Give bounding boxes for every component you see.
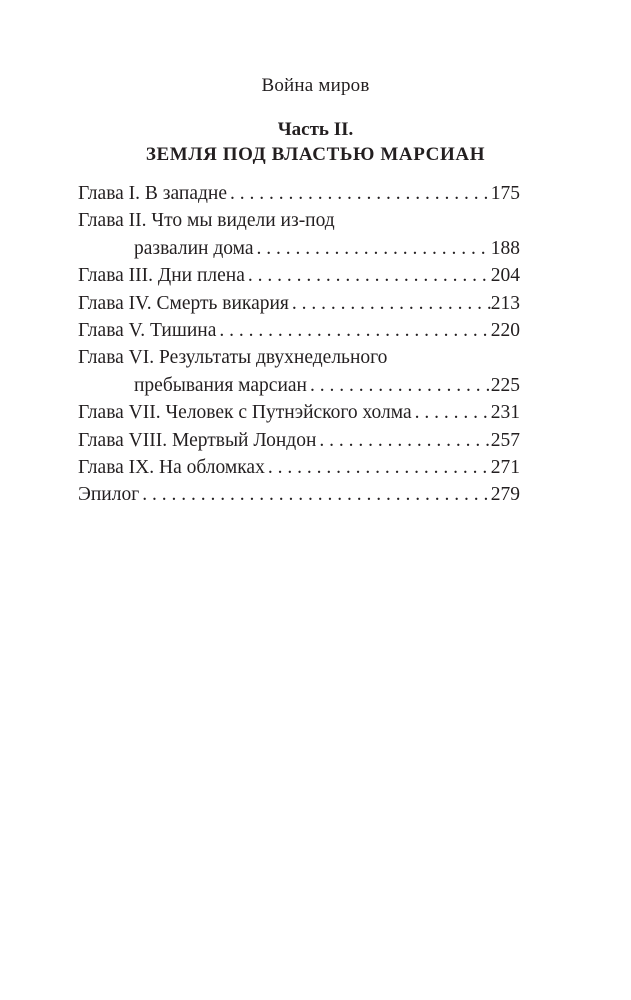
table-of-contents <box>78 180 520 509</box>
toc-entry-title-continuation: развалин дома <box>134 237 254 259</box>
toc-page-number: 220 <box>490 320 520 342</box>
toc-page-number: 279 <box>490 484 520 506</box>
running-head: Война миров <box>261 75 370 96</box>
toc-page-number: 271 <box>490 457 520 479</box>
toc-entry-title: Глава I. В западне <box>78 183 228 204</box>
dot-leader <box>254 235 491 262</box>
toc-entry-title: Глава V. Тишина <box>78 320 217 342</box>
toc-entry-title: Глава VIII. Мертвый Лондон <box>78 429 317 451</box>
part-title: ЗЕМЛЯ ПОД ВЛАСТЬЮ МАРСИАН <box>145 144 486 165</box>
toc-entry-chapter-9 <box>78 454 520 481</box>
part-label: Часть II. <box>277 119 354 140</box>
part-heading <box>0 117 631 167</box>
dot-leader <box>289 290 491 317</box>
dot-leader <box>307 372 491 399</box>
toc-entry-chapter-2 <box>78 207 520 262</box>
toc-page-number: 188 <box>490 237 520 259</box>
toc-entry-chapter-7 <box>78 399 520 426</box>
toc-entry-chapter-1 <box>78 180 520 207</box>
toc-entry-epilogue <box>78 481 520 508</box>
toc-entry-title-continuation: пребывания марсиан <box>134 374 307 396</box>
toc-entry-title: Глава III. Дни плена <box>78 265 245 287</box>
toc-entry-title: Эпилог <box>78 484 140 506</box>
dot-leader <box>245 262 491 289</box>
toc-page-number: 204 <box>490 265 520 287</box>
toc-entry-chapter-5 <box>78 317 520 344</box>
toc-page-number: 175 <box>490 183 520 204</box>
dot-leader <box>316 427 490 454</box>
toc-entry-title: Глава IV. Смерть викария <box>78 292 289 314</box>
toc-entry-chapter-4 <box>78 290 520 317</box>
dot-leader <box>412 399 491 426</box>
toc-entry-chapter-3 <box>78 262 520 289</box>
toc-page-number: 225 <box>490 374 520 396</box>
toc-page-number: 213 <box>490 292 520 314</box>
toc-entry-title: Глава VI. Результаты двухнедельного <box>78 347 388 369</box>
dot-leader <box>227 180 491 207</box>
toc-page-number: 231 <box>490 402 520 424</box>
dot-leader <box>216 317 490 344</box>
toc-entry-chapter-6 <box>78 344 520 399</box>
toc-entry-chapter-8 <box>78 427 520 454</box>
dot-leader <box>265 454 491 481</box>
toc-page-number: 257 <box>490 429 520 451</box>
dot-leader <box>139 481 491 508</box>
toc-entry-title: Глава II. Что мы видели из-под <box>78 210 335 232</box>
toc-entry-title: Глава IX. На обломках <box>78 457 265 479</box>
toc-entry-title: Глава VII. Человек с Путнэйского холма <box>78 402 412 424</box>
